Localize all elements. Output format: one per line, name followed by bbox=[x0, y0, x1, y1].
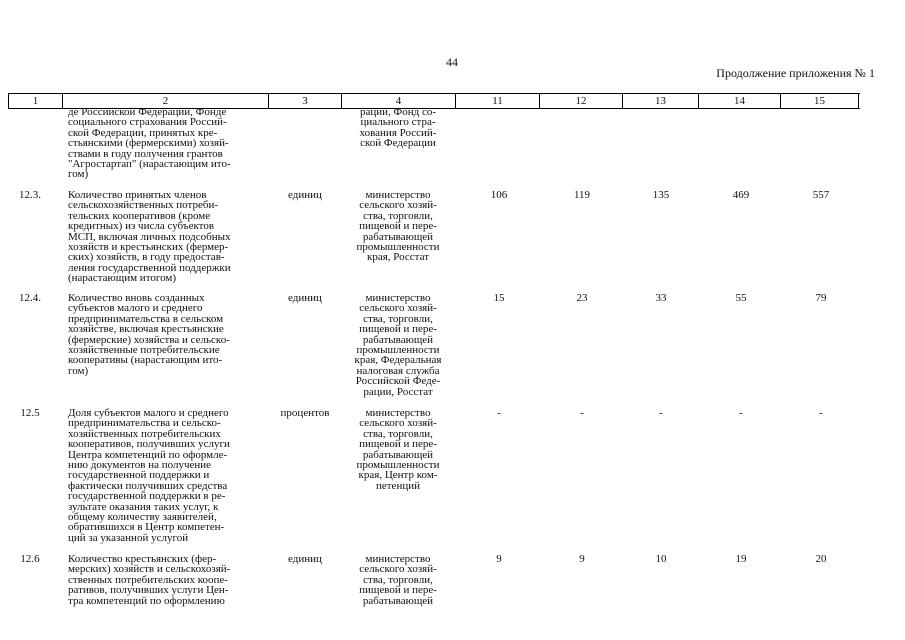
row-value-14: 469 bbox=[732, 189, 750, 201]
row-unit: процентов bbox=[280, 407, 330, 419]
row-unit: единиц bbox=[288, 292, 322, 304]
row-value-12: 119 bbox=[573, 189, 591, 201]
row-indicator-name: Количество крестьянских (фер- мерских) хозяйств и сельскохозяй- ственных потребительских коопе- ративов, получивших услуги Цен- тра компетенций по оформлению bbox=[68, 553, 231, 607]
header-col-11: 11 bbox=[456, 94, 540, 108]
row-number: 12.3. bbox=[19, 189, 41, 201]
row-value-12: - bbox=[580, 407, 584, 419]
row-value-15: 557 bbox=[812, 189, 830, 201]
row-value-12: 23 bbox=[576, 292, 588, 304]
row-value-11: 106 bbox=[490, 189, 508, 201]
continuation-note: Продолжение приложения № 1 bbox=[716, 66, 875, 80]
fragment-name: де Российской Федерации, Фонде социального страхования Россий- ской Федерации, принятых кре- стьянскими (фермерскими) хозяй- ствами в году получения грантов "Агростартап" (нарастающим ито- гом) bbox=[68, 106, 231, 181]
fragment-source: рации, Фонд со- циального стра- хования Россий- ской Федерации bbox=[359, 106, 437, 150]
header-col-14: 14 bbox=[699, 94, 781, 108]
row-source: министерство сельского хозяй- ства, торговли, пищевой и пере- рабатывающей промышленности края, Росстат bbox=[356, 189, 440, 264]
row-source: министерство сельского хозяй- ства, торговли, пищевой и пере- рабатывающей промышленности края, Федеральная налоговая служба Российской Феде- рации, Росстат bbox=[354, 292, 442, 398]
header-col-15: 15 bbox=[781, 94, 859, 108]
row-unit: единиц bbox=[288, 553, 322, 565]
row-value-11: 9 bbox=[496, 553, 502, 565]
header-col-12: 12 bbox=[540, 94, 623, 108]
page-number: 44 bbox=[446, 55, 458, 69]
row-unit: единиц bbox=[288, 189, 322, 201]
row-number: 12.5 bbox=[20, 407, 40, 419]
row-value-13: 33 bbox=[655, 292, 667, 304]
row-number: 12.6 bbox=[20, 553, 40, 565]
header-col-13: 13 bbox=[623, 94, 699, 108]
row-indicator-name: Доля субъектов малого и среднего предпринимательства и сельско- хозяйственных потребительских кооперативов, получивших услуги Центра компетенций по оформле- нию документов на получение государственной поддержки и фактически получивших средства государственной поддержки в ре- зультате оказания таких услуг, к общему количеству заявителей, обратившихся в Центр компетен- ций за указанной услугой bbox=[68, 407, 230, 544]
header-col-3: 3 bbox=[269, 94, 342, 108]
header-col-4: 4 bbox=[342, 94, 456, 108]
row-value-13: 10 bbox=[655, 553, 667, 565]
row-value-15: 79 bbox=[815, 292, 827, 304]
row-value-13: - bbox=[659, 407, 663, 419]
row-value-15: 20 bbox=[815, 553, 827, 565]
row-value-14: - bbox=[739, 407, 743, 419]
header-col-1: 1 bbox=[9, 94, 63, 108]
row-indicator-name: Количество принятых членов сельскохозяйственных потреби- тельских кооперативов (кроме кредитных) из числа субъектов МСП, включая личных подсобных хозяйств и крестьянских (фермер- ских) хозяйств, в году предостав- ления государственной поддержки (нарастающим итогом) bbox=[68, 189, 231, 285]
row-value-12: 9 bbox=[579, 553, 585, 565]
row-value-11: - bbox=[497, 407, 501, 419]
row-source: министерство сельского хозяй- ства, торговли, пищевой и пере- рабатывающей промышленности края, Центр ком- петенций bbox=[356, 407, 440, 492]
row-value-13: 135 bbox=[652, 189, 670, 201]
row-value-11: 15 bbox=[493, 292, 505, 304]
header-col-2: 2 bbox=[63, 94, 269, 108]
row-value-14: 55 bbox=[735, 292, 747, 304]
row-value-14: 19 bbox=[735, 553, 747, 565]
row-value-15: - bbox=[819, 407, 823, 419]
row-indicator-name: Количество вновь созданных субъектов малого и среднего предпринимательства в сельском хозяйстве, включая крестьянские (фермерские) хозяйства и сельско- хозяйственные потребительские кооперативы (нарастающим ито- гом) bbox=[68, 292, 230, 377]
row-number: 12.4. bbox=[19, 292, 41, 304]
row-source: министерство сельского хозяй- ства, торговли, пищевой и пере- рабатывающей bbox=[359, 553, 437, 607]
